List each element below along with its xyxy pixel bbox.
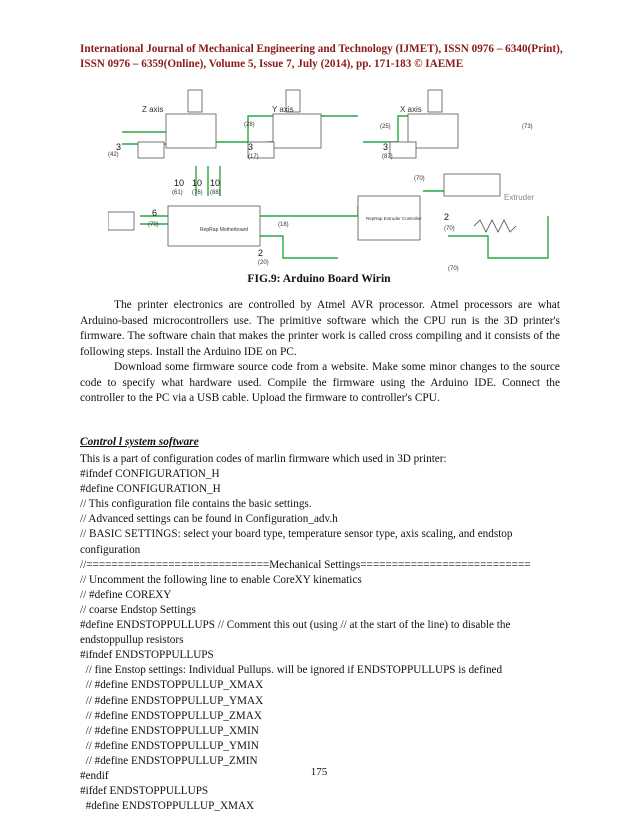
- code-line: // Uncomment the following line to enable CoreXY kinematics: [80, 573, 362, 586]
- y-axis-label: Y axis: [272, 105, 294, 114]
- code-line: #ifndef ENDSTOPPULLUPS: [80, 649, 214, 662]
- wire-label: (61): [172, 190, 183, 196]
- wire-label: (17): [248, 154, 259, 160]
- code-line: #define ENDSTOPPULLUPS // Comment this out (using // at the start of the line) to disable the: [80, 619, 511, 632]
- page-number: 175: [310, 766, 328, 778]
- extruder-label: Extruder: [504, 193, 535, 202]
- code-line: // BASIC SETTINGS: select your board type, temperature sensor type, axis scaling, and endstop: [80, 528, 513, 541]
- wire-label: (20): [258, 260, 269, 266]
- wire-label: (70): [414, 176, 425, 182]
- wire-label: (70): [444, 226, 455, 232]
- code-line: //=============================Mechanical Settings===========================: [80, 558, 531, 571]
- wire-count: 3: [116, 142, 122, 152]
- wire-count: 10: [210, 178, 221, 188]
- wire-label: (25): [380, 124, 391, 130]
- wire-label: (88): [210, 190, 221, 196]
- motherboard-label: RepRap Motherboard: [200, 227, 249, 233]
- code-line: // #define ENDSTOPPULLUP_YMIN: [80, 739, 259, 752]
- code-line: // #define ENDSTOPPULLUP_XMAX: [80, 679, 264, 692]
- wire-label: (18): [278, 222, 289, 228]
- wire-label: (70): [448, 266, 459, 272]
- section-title: Control l system software: [80, 436, 199, 448]
- controller-label: RepRap Extruder Controller: [366, 216, 422, 221]
- code-line: // #define COREXY: [80, 588, 172, 601]
- wire-label: (73): [522, 124, 533, 130]
- z-axis-label: Z axis: [142, 105, 164, 114]
- code-line: // #define ENDSTOPPULLUP_ZMAX: [80, 709, 262, 722]
- wire-label: (42): [108, 152, 119, 158]
- wire-count: 6: [152, 208, 158, 218]
- code-line: #define CONFIGURATION_H: [80, 483, 221, 496]
- wire-count: 3: [248, 142, 254, 152]
- journal-header-line-1: International Journal of Mechanical Engineering and Technology (IJMET), ISSN 0976 – 6340(Print),: [80, 43, 563, 55]
- wire-count: 10: [174, 178, 185, 188]
- code-line: // coarse Endstop Settings: [80, 603, 196, 616]
- code-line: endstoppullup resistors: [80, 634, 184, 647]
- code-line: // #define ENDSTOPPULLUP_XMIN: [80, 724, 259, 737]
- paragraph-1: The printer electronics are controlled by Atmel AVR processor. Atmel processors are what Arduino-based microcontrollers use. The primitive software which the CPU run is the 3D printer's firmware. The software chain that makes the printer work is called cross compiling and it consists of the following steps. Install the Arduino IDE on PC.: [80, 299, 560, 358]
- code-line: // Advanced settings can be found in Configuration_adv.h: [80, 513, 338, 526]
- wire-count: 2: [258, 248, 264, 258]
- code-line: // fine Enstop settings: Individual Pullups. will be ignored if ENDSTOPPULLUPS is defined: [80, 664, 503, 677]
- code-listing: [80, 452, 570, 814]
- wire-label: (28): [244, 122, 255, 128]
- code-line: // #define ENDSTOPPULLUP_ZMIN: [80, 754, 258, 767]
- figure-caption: FIG.9: Arduino Board Wirin: [247, 272, 391, 285]
- code-line: // #define ENDSTOPPULLUP_YMAX: [80, 694, 264, 707]
- paragraph-2: Download some firmware source code from a website. Make some minor changes to the source code to specify what hardware used. Compile the firmware using the Arduino IDE. Connect the controller to the PC via a USB cable. Upload the firmware to controller's CPU.: [80, 361, 560, 405]
- journal-header: [80, 42, 570, 72]
- x-axis-label: X axis: [400, 105, 422, 114]
- wire-count: 10: [192, 178, 203, 188]
- code-line: This is a part of configuration codes of marlin firmware which used in 3D printer:: [80, 453, 447, 465]
- heater-resistor-icon: [474, 220, 516, 232]
- code-line: #define ENDSTOPPULLUP_XMAX: [80, 800, 255, 813]
- code-line: configuration: [80, 543, 141, 556]
- journal-header-line-2: ISSN 0976 – 6359(Online), Volume 5, Issue 7, July (2014), pp. 171-183 © IAEME: [80, 58, 464, 70]
- wire-label: (87): [382, 154, 393, 160]
- arduino-wiring-diagram: [108, 86, 562, 274]
- code-line: // This configuration file contains the basic settings.: [80, 498, 312, 511]
- wire-label: (70): [148, 222, 159, 228]
- wire-label: (76): [192, 190, 203, 196]
- wire-count: 3: [383, 142, 389, 152]
- code-line: #ifdef ENDSTOPPULLUPS: [80, 785, 209, 798]
- code-line: #endif: [80, 769, 109, 782]
- code-line: #ifndef CONFIGURATION_H: [80, 468, 220, 481]
- wire-count: 2: [444, 212, 450, 222]
